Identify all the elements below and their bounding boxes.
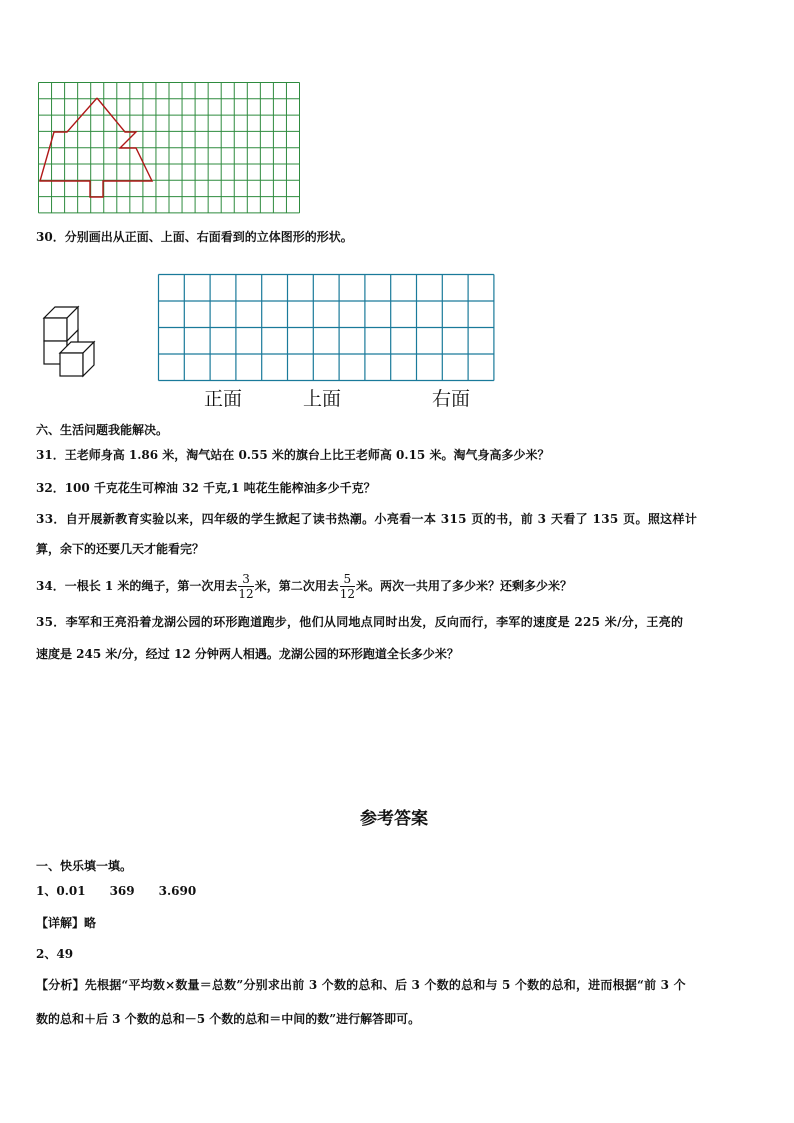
answers-section-1: 一、快乐填一填。 [36, 859, 133, 873]
answer-2: 2、49 [36, 947, 74, 961]
section-6-heading: 六、生活问题我能解决。 [36, 423, 169, 437]
answer-2-analysis-line-1: 【分析】先根据“平均数×数量＝总数”分别求出前 3 个数的总和、后 3 个数的总和与 5 个数的总和，进而根据“前 3 个 [36, 978, 686, 992]
question-30: 30．分别画出从正面、上面、右面看到的立体图形的形状。 [36, 230, 353, 244]
question-33-line-1: 33．自开展新教育实验以来，四年级的学生掀起了读书热潮。小亮看一本 315 页的书，前 3 天看了 135 页。照这样计 [36, 512, 698, 526]
fraction-2-numerator: 5 [340, 572, 355, 587]
answer-2-analysis-line-2: 数的总和＋后 3 个数的总和－5 个数的总和＝中间的数”进行解答即可。 [36, 1012, 421, 1026]
tree-grid-figure [38, 82, 300, 214]
fraction-1-denominator: 12 [238, 587, 254, 601]
answers-title: 参考答案 [360, 809, 428, 829]
answer-1: 1、0.01 369 3.690 [36, 884, 197, 898]
question-34-part-3: 米。两次一共用了多少米？还剩多少米？ [355, 579, 572, 593]
question-34 [36, 568, 572, 604]
question-33-line-2: 算，余下的还要几天才能看完？ [36, 542, 205, 556]
question-34-part-1: 34．一根长 1 米的绳子，第一次用去 [36, 579, 238, 593]
view-label-front: 正面 [204, 388, 243, 410]
view-label-top: 上面 [303, 388, 342, 410]
fraction-1-numerator: 3 [238, 572, 253, 587]
cube-stack-figure [40, 303, 110, 383]
green-grid [39, 83, 300, 213]
question-31: 31．王老师身高 1.86 米，淘气站在 0.55 米的旗台上比王老师高 0.15 米。淘气身高多少米？ [36, 448, 550, 462]
fraction-5-12 [340, 572, 355, 601]
question-35-line-1: 35．李军和王亮沿着龙湖公园的环形跑道跑步，他们从同地点同时出发，反向而行，李军的速度是 225 米/分，王亮的 [36, 615, 684, 629]
drawing-grid[interactable] [158, 274, 494, 381]
view-label-right: 右面 [432, 388, 471, 410]
question-34-part-2: 米，第二次用去 [254, 579, 339, 593]
fraction-3-12 [238, 572, 253, 601]
fraction-2-denominator: 12 [339, 587, 355, 601]
question-35-line-2: 速度是 245 米/分，经过 12 分钟两人相遇。龙湖公园的环形跑道全长多少米？ [36, 647, 459, 661]
question-32: 32．100 千克花生可榨油 32 千克,1 吨花生能榨油多少千克？ [36, 481, 376, 495]
answer-1-detail: 【详解】略 [36, 916, 97, 930]
